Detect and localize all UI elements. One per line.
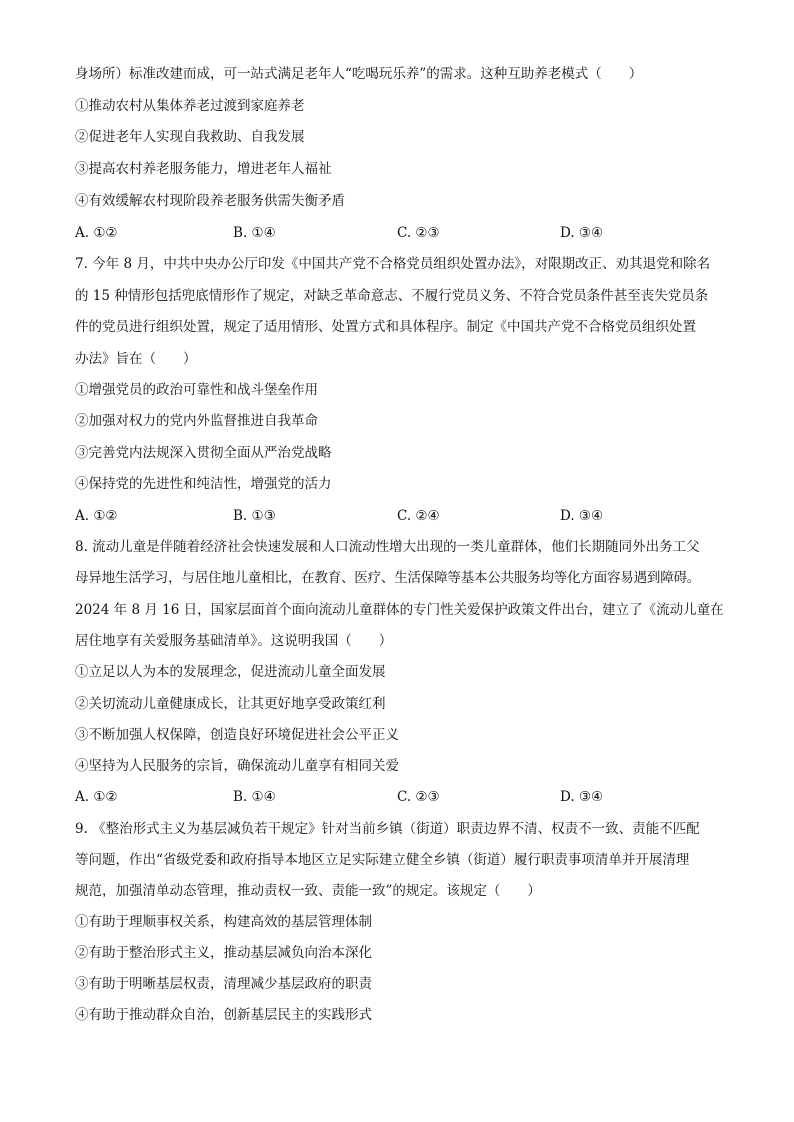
q8-stem-line: 居住地享有关爱服务基础清单》。这说明我国（ ） [75, 633, 393, 649]
q8-choices [75, 787, 725, 807]
q8-stem-line: 8. 流动儿童是伴随着经济社会快速发展和人口流动性增大出现的一类儿童群体，他们长期随同外出务工父 [75, 539, 700, 555]
q7-statement-1: ①增强党员的政治可靠性和战斗堡垒作用 [75, 382, 318, 398]
q7-choices [75, 506, 725, 526]
q7-stem-line: 7. 今年 8 月，中共中央办公厅印发《中国共产党不合格党员组织处置办法》，对限期改正、劝其退党和除名 [75, 256, 711, 272]
q7-choice-c[interactable]: C. ②④ [397, 508, 440, 524]
q8-choice-a[interactable]: A. ①② [75, 789, 118, 805]
q8-choice-d[interactable]: D. ③④ [560, 789, 604, 805]
q6-statement-1: ①推动农村从集体养老过渡到家庭养老 [75, 98, 305, 114]
q7-statement-3: ③完善党内法规深入贯彻全面从严治党战略 [75, 445, 332, 461]
q6-statement-3: ③提高农村养老服务能力，增进老年人福祉 [75, 161, 332, 177]
q6-choice-a[interactable]: A. ①② [75, 225, 118, 241]
q6-choice-b[interactable]: B. ①④ [233, 225, 276, 241]
q9-stem-line: 9. 《整治形式主义为基层减负若干规定》针对当前乡镇（街道）职责边界不清、权责不一致、责能不匹配 [75, 821, 700, 837]
q6-choice-c[interactable]: C. ②③ [397, 225, 440, 241]
q9-statement-2: ②有助于整治形式主义，推动基层减负向治本深化 [75, 945, 372, 961]
q8-choice-b[interactable]: B. ①④ [233, 789, 276, 805]
q6-choices [75, 223, 725, 243]
q6-choice-d[interactable]: D. ③④ [560, 225, 604, 241]
q9-statement-1: ①有助于理顺事权关系，构建高效的基层管理体制 [75, 914, 372, 930]
q9-stem-line: 规范，加强清单动态管理，推动责权一致、责能一致”的规定。该规定（ ） [75, 883, 541, 899]
q7-statement-4: ④保持党的先进性和纯洁性，增强党的活力 [75, 476, 332, 492]
q8-statement-3: ③不断加强人权保障，创造良好环境促进社会公平正义 [75, 727, 399, 743]
q8-statement-2: ②关切流动儿童健康成长，让其更好地享受政策红利 [75, 696, 386, 712]
q7-choice-b[interactable]: B. ①③ [233, 508, 276, 524]
q8-stem-line: 母异地生活学习，与居住地儿童相比，在教育、医疗、生活保障等基本公共服务均等化方面容易遇到障碍。 [75, 570, 701, 586]
q8-stem-line: 2024 年 8 月 16 日，国家层面首个面向流动儿童群体的专门性关爱保护政策文件出台，建立了《流动儿童在 [75, 602, 724, 618]
q8-statement-4: ④坚持为人民服务的宗旨，确保流动儿童享有相同关爱 [75, 758, 399, 774]
q6-stem-line: 身场所）标准改建而成，可一站式满足老年人“吃喝玩乐养”的需求。这种互助养老模式（ ） [75, 66, 643, 82]
q7-statement-2: ②加强对权力的党内外监督推进自我革命 [75, 413, 318, 429]
q6-statement-4: ④有效缓解农村现阶段养老服务供需失衡矛盾 [75, 193, 345, 209]
q7-choice-d[interactable]: D. ③④ [560, 508, 604, 524]
q8-choice-c[interactable]: C. ②③ [397, 789, 440, 805]
q7-stem-line: 件的党员进行组织处置，规定了适用情形、处置方式和具体程序。制定《中国共产党不合格党员组织处置 [75, 319, 696, 335]
q7-choice-a[interactable]: A. ①② [75, 508, 118, 524]
q7-stem-line: 的 15 种情形包括兜底情形作了规定，对缺乏革命意志、不履行党员义务、不符合党员条件甚至丧失党员条 [75, 288, 709, 304]
q9-statement-4: ④有助于推动群众自治，创新基层民主的实践形式 [75, 1007, 372, 1023]
q8-statement-1: ①立足以人为本的发展理念，促进流动儿童全面发展 [75, 664, 386, 680]
q9-statement-3: ③有助于明晰基层权责，清理减少基层政府的职责 [75, 976, 372, 992]
q7-stem-line: 办法》旨在（ ） [75, 351, 197, 367]
q9-stem-line: 等问题，作出“省级党委和政府指导本地区立足实际建立健全乡镇（街道）履行职责事项清单并开展清理 [75, 852, 690, 868]
q6-statement-2: ②促进老年人实现自我救助、自我发展 [75, 129, 305, 145]
